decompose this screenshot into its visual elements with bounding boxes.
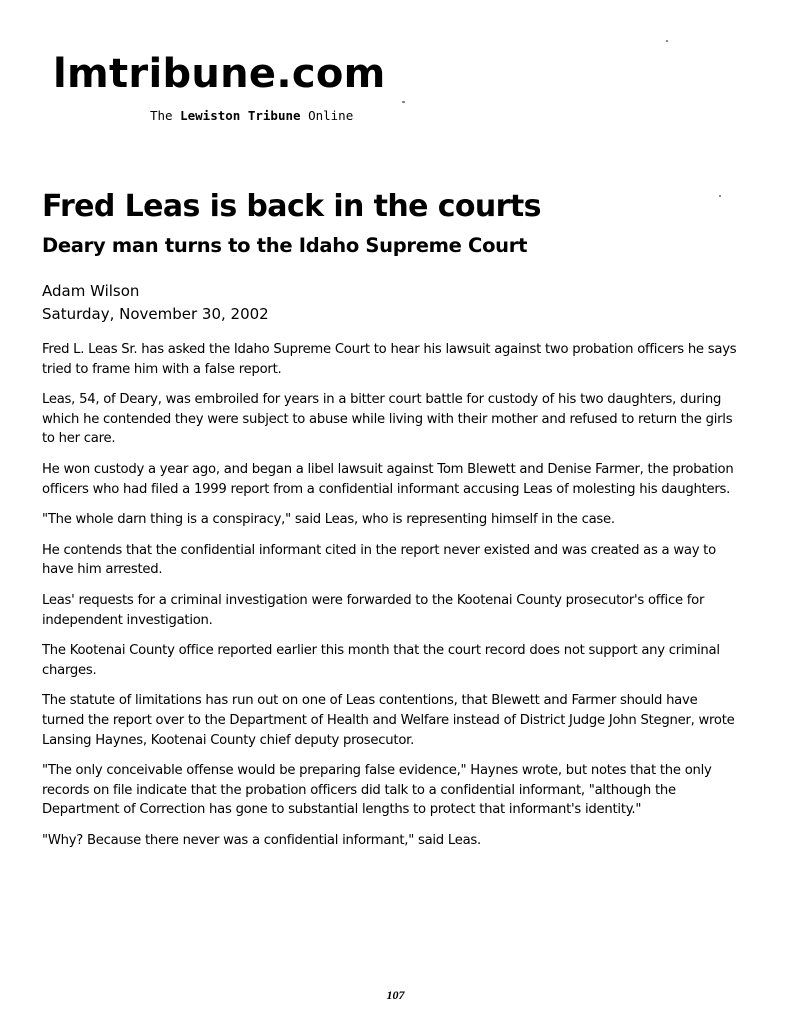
article-paragraph: "Why? Because there never was a confidential informant," said Leas.: [42, 832, 481, 848]
article-author: Adam Wilson: [42, 282, 140, 300]
tagline-prefix: The: [150, 108, 173, 123]
site-tagline: [150, 107, 353, 125]
article-body: [42, 340, 742, 861]
tagline-publication-name: Lewiston Tribune: [180, 108, 301, 123]
article-paragraph: Fred L. Leas Sr. has asked the Idaho Supreme Court to hear his lawsuit against two probation officers he says tried to frame him with a false report.: [42, 342, 737, 377]
article-byline: [42, 280, 269, 326]
scan-speck: [402, 101, 405, 103]
article-headline: Fred Leas is back in the courts: [42, 189, 541, 224]
tagline-suffix: Online: [308, 108, 354, 123]
article-paragraph: "The whole darn thing is a conspiracy," said Leas, who is representing himself in the case.: [42, 512, 615, 528]
article-paragraph: The statute of limitations has run out on one of Leas contentions, that Blewett and Farmer should have turned the report over to the Department of Health and Welfare instead of District Judge John Stegner, wrote Lansing Haynes, Kootenai County chief deputy prosecutor.: [42, 693, 735, 748]
article-paragraph: "The only conceivable offense would be preparing false evidence," Haynes wrote, but notes that the only records on file indicate that the probation officers did talk to a confidential informant, "although the Department of Correction has gone to substantial lengths to protect that informant's identity.": [42, 763, 712, 818]
article-paragraph: The Kootenai County office reported earlier this month that the court record does not support any criminal charges.: [42, 643, 720, 678]
site-logo: lmtribune.com: [53, 51, 386, 97]
scan-speck: [666, 40, 668, 42]
article-paragraph: Leas, 54, of Deary, was embroiled for years in a bitter court battle for custody of his two daughters, during which he contended they were subject to abuse while living with their mother and refused to return the girls to her care.: [42, 392, 733, 447]
article-paragraph: He won custody a year ago, and began a libel lawsuit against Tom Blewett and Denise Farmer, the probation officers who had filed a 1999 report from a confidential informant accusing Leas of molesting his daughters.: [42, 461, 734, 497]
page-number: 107: [386, 988, 405, 1002]
article-paragraph: Leas' requests for a criminal investigation were forwarded to the Kootenai County prosecutor's office for independent investigation.: [42, 592, 705, 628]
article-paragraph: He contends that the confidential informant cited in the report never existed and was created as a way to have him arrested.: [42, 542, 716, 578]
scan-speck: [719, 195, 721, 197]
article-subheadline: Deary man turns to the Idaho Supreme Court: [42, 234, 528, 257]
article-date: Saturday, November 30, 2002: [42, 305, 269, 323]
